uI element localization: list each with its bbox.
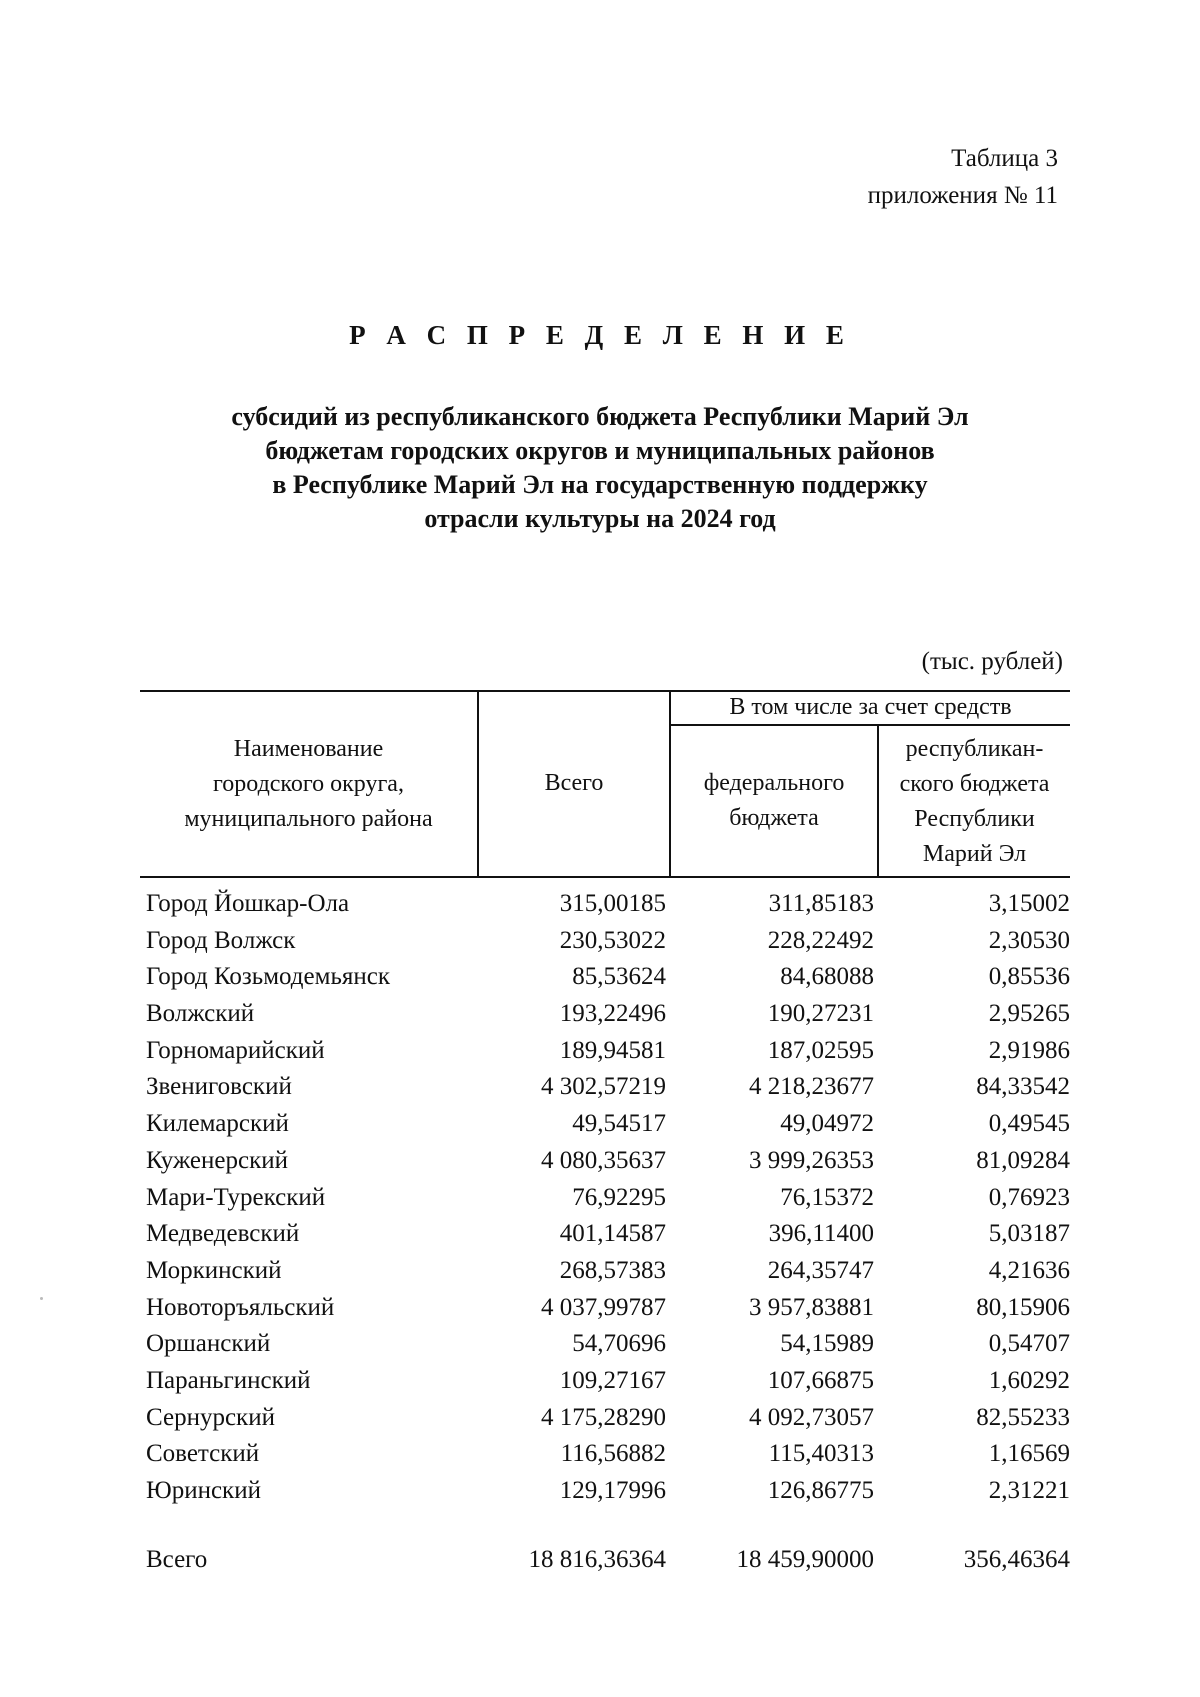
federal-value: 107,66875 <box>767 1366 874 1394</box>
table-row <box>0 890 1200 927</box>
republic-value: 81,09284 <box>976 1146 1070 1174</box>
republic-value: 0,85536 <box>988 963 1070 991</box>
header-federal-line: федерального <box>703 770 845 796</box>
district-name: Мари-Турекский <box>146 1183 326 1211</box>
appendix-reference <box>868 140 1058 214</box>
total-value: 129,17996 <box>559 1477 666 1504</box>
total-value: 4 175,28290 <box>541 1403 666 1431</box>
table-row <box>0 1330 1200 1367</box>
table-row <box>0 1440 1200 1477</box>
republic-value: 84,33542 <box>976 1073 1070 1101</box>
total-value: 189,94581 <box>559 1036 666 1064</box>
federal-value: 76,15372 <box>780 1183 874 1211</box>
federal-value: 4 092,73057 <box>749 1403 874 1431</box>
district-name: Волжский <box>146 1000 255 1028</box>
republic-value: 82,55233 <box>976 1403 1070 1431</box>
district-name: Советский <box>146 1440 260 1468</box>
document-title: Р А С П Р Е Д Е Л Е Н И Е <box>349 320 851 350</box>
total-value: 116,56882 <box>560 1440 666 1468</box>
total-value: 109,27167 <box>559 1366 666 1394</box>
total-value: 4 080,35637 <box>541 1146 666 1174</box>
total-value: 49,54517 <box>572 1110 666 1138</box>
federal-value: 396,11400 <box>768 1220 874 1248</box>
document-subtitle <box>0 400 1200 536</box>
table-row <box>0 1073 1200 1110</box>
table-row <box>0 1404 1200 1441</box>
district-name: Город Козьмодемьянск <box>146 963 390 991</box>
table-row <box>0 963 1200 1000</box>
table-body <box>0 890 1200 1514</box>
district-name: Оршанский <box>146 1330 271 1358</box>
table-row <box>0 1477 1200 1514</box>
subtitle-line: в Республике Марий Эл на государственную поддержку <box>272 470 928 499</box>
federal-value: 115,40313 <box>768 1440 874 1468</box>
total-value: 54,70696 <box>572 1330 666 1358</box>
republic-value: 0,76923 <box>988 1183 1070 1211</box>
federal-value: 126,86775 <box>767 1477 874 1504</box>
table-row <box>0 927 1200 964</box>
district-name: Килемарский <box>146 1110 289 1138</box>
table-number: Таблица 3 <box>951 145 1058 172</box>
district-name: Юринский <box>146 1477 261 1504</box>
district-name: Звениговский <box>146 1073 292 1101</box>
district-name: Куженерский <box>146 1146 288 1174</box>
header-republic-line: Марий Эл <box>922 841 1027 867</box>
header-republic-column <box>879 732 1070 872</box>
subtitle-line: субсидий из республиканского бюджета Республики Марий Эл <box>231 402 969 431</box>
table-row <box>0 1367 1200 1404</box>
federal-value: 54,15989 <box>780 1330 874 1358</box>
district-name: Горномарийский <box>146 1036 325 1064</box>
republic-value: 0,49545 <box>988 1110 1070 1138</box>
table-header-bottom-rule <box>140 876 1070 878</box>
table-row <box>0 1110 1200 1147</box>
subtitle-line: бюджетам городских округов и муниципальных районов <box>265 436 935 465</box>
federal-value: 49,04972 <box>780 1110 874 1138</box>
republic-value: 2,91986 <box>988 1036 1070 1064</box>
appendix-number: приложения № 11 <box>867 182 1058 209</box>
table-row <box>0 1037 1200 1074</box>
header-federal-column <box>671 766 877 836</box>
republic-value: 1,60292 <box>988 1366 1070 1394</box>
total-value: 4 037,99787 <box>541 1293 666 1321</box>
federal-value: 84,68088 <box>780 963 874 991</box>
header-name-line: городского округа, <box>213 771 404 797</box>
header-total-column: Всего <box>544 770 604 796</box>
republic-value: 2,30530 <box>988 926 1070 954</box>
units-label: (тыс. рублей) <box>921 648 1063 675</box>
table-row <box>0 1000 1200 1037</box>
federal-value: 3 957,83881 <box>749 1293 874 1321</box>
republic-value: 4,21636 <box>988 1256 1070 1284</box>
federal-value: 190,27231 <box>767 1000 874 1028</box>
district-name: Сернурский <box>146 1403 275 1431</box>
district-name: Моркинский <box>146 1256 282 1284</box>
total-value: 193,22496 <box>559 1000 666 1028</box>
subtitle-line: отрасли культуры на 2024 год <box>424 504 776 533</box>
totals-row <box>0 1546 1200 1583</box>
total-value: 230,53022 <box>559 926 666 954</box>
federal-value: 264,35747 <box>767 1256 874 1284</box>
header-republic-line: Республики <box>914 806 1035 832</box>
federal-total-value: 18 459,90000 <box>736 1546 874 1573</box>
header-name-line: муниципального района <box>184 806 433 832</box>
total-value: 268,57383 <box>559 1256 666 1284</box>
total-value: 85,53624 <box>572 963 666 991</box>
table-row <box>0 1294 1200 1331</box>
scan-speck <box>40 1297 43 1300</box>
total-value: 4 302,57219 <box>541 1073 666 1101</box>
header-republic-line: республикан- <box>905 736 1044 762</box>
district-name: Медведевский <box>146 1220 300 1248</box>
federal-value: 228,22492 <box>767 926 874 954</box>
table-row <box>0 1147 1200 1184</box>
federal-value: 3 999,26353 <box>749 1146 874 1174</box>
grand-total-value: 18 816,36364 <box>528 1546 666 1573</box>
district-name: Новоторъяльский <box>146 1293 335 1321</box>
republic-value: 5,03187 <box>988 1220 1070 1248</box>
table-row <box>0 1220 1200 1257</box>
republic-value: 3,15002 <box>988 890 1070 917</box>
header-name-column <box>140 732 477 837</box>
total-value: 76,92295 <box>572 1183 666 1211</box>
republic-value: 0,54707 <box>988 1330 1070 1358</box>
republic-value: 2,31221 <box>988 1477 1070 1504</box>
header-name-line: Наименование <box>233 736 384 762</box>
republic-total-value: 356,46364 <box>963 1546 1070 1573</box>
header-group: В том числе за счет средств <box>729 694 1012 720</box>
federal-value: 4 218,23677 <box>749 1073 874 1101</box>
total-value: 401,14587 <box>559 1220 666 1248</box>
republic-value: 80,15906 <box>976 1293 1070 1321</box>
federal-value: 311,85183 <box>768 890 874 917</box>
table-row <box>0 1257 1200 1294</box>
federal-value: 187,02595 <box>767 1036 874 1064</box>
republic-value: 1,16569 <box>988 1440 1070 1468</box>
district-name: Город Йошкар-Ола <box>146 890 350 917</box>
district-name: Параньгинский <box>146 1366 311 1394</box>
district-name: Город Волжск <box>146 926 296 954</box>
total-value: 315,00185 <box>559 890 666 917</box>
header-republic-line: ского бюджета <box>899 771 1050 797</box>
table-row <box>0 1184 1200 1221</box>
totals-label: Всего <box>146 1546 208 1573</box>
republic-value: 2,95265 <box>988 1000 1070 1028</box>
header-federal-line: бюджета <box>729 805 819 831</box>
